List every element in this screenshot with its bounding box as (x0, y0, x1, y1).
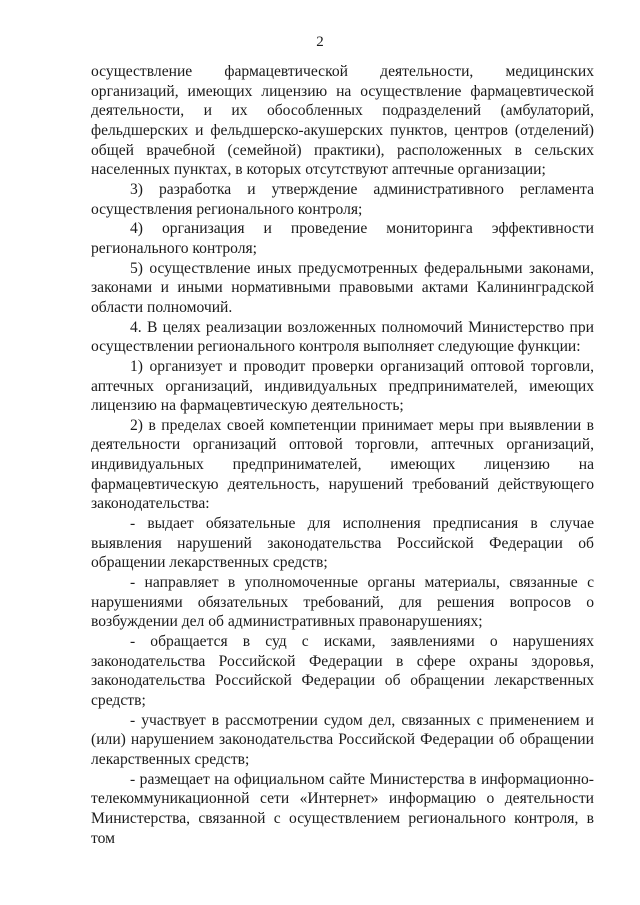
paragraph-function-2: 2) в пределах своей компетенции принимает меры при выявлении в деятельности организаций оптовой торговли, аптечных организаций, индивидуальных предпринимателей, имеющих лицензию на фармацевтическую деятельность, нарушений требований действующего законодательства: (91, 416, 594, 513)
bullet-website-info: - размещает на официальном сайте Министерства в информационно-телекоммуникационной сети «Интернет» информацию о деятельности Министерства, связанной с осуществлением регионального контроля, в том (91, 770, 594, 847)
bullet-materials: - направляет в уполномоченные органы материалы, связанные с нарушениями обязательных требований, для решения вопросов о возбуждении дел об административных правонарушениях; (91, 574, 594, 631)
paragraph-function-1: 1) организует и проводит проверки организаций оптовой торговли, аптечных организаций, индивидуальных предпринимателей, имеющих лицензию на фармацевтическую деятельность; (91, 357, 594, 415)
paragraph-item-5: 5) осуществление иных предусмотренных федеральными законами, законами и иными нормативными правовыми актами Калининградской области полномочий. (91, 259, 594, 316)
paragraph-item-3: 3) разработка и утверждение административного регламента осуществления регионального контроля; (91, 180, 594, 218)
bullet-court-participation: - участвует в рассмотрении судом дел, связанных с применением и (или) нарушением законодательства Российской Федерации об обращении лекарственных средств; (91, 711, 594, 768)
page-number: 2 (316, 34, 324, 50)
paragraph-item-4: 4) организация и проведение мониторинга эффективности регионального контроля; (91, 220, 594, 257)
bullet-prescriptions: - выдает обязательные для исполнения предписания в случае выявления нарушений законодательства Российской Федерации об обращении лекарственных средств; (91, 515, 594, 572)
document-body (91, 62, 594, 848)
paragraph-continuation: осуществление фармацевтической деятельности, медицинских организаций, имеющих лицензию на осуществление фармацевтической деятельности, и их обособленных подразделений (амбулаторий, фельдшерских и фельдшерско-акушерских пунктов, центров (отделений) общей врачебной (семейной) практики), расположенных в сельских населенных пунктах, в которых отсутствуют аптечные организации; (91, 63, 594, 179)
bullet-court-claims: - обращается в суд с исками, заявлениями о нарушениях законодательства Российской Федерации в сфере охраны здоровья, законодательства Российской Федерации об обращении лекарственных средств; (91, 633, 594, 709)
paragraph-section-4: 4. В целях реализации возложенных полномочий Министерство при осуществлении регионального контроля выполняет следующие функции: (91, 318, 594, 356)
